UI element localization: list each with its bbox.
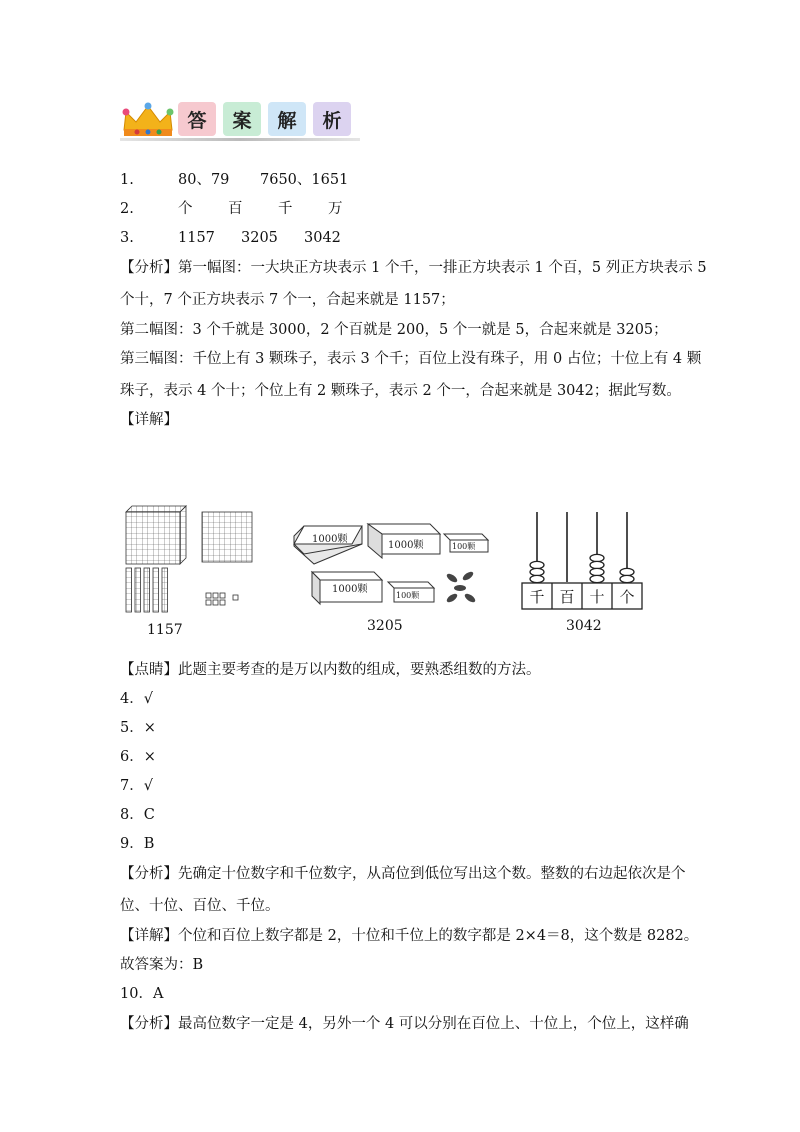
bill-3: 100颗 (452, 542, 476, 551)
answer-analysis-banner (120, 100, 360, 144)
caption-3: 3042 (566, 618, 602, 634)
answer-2: 2. 个 百 千 万 (120, 201, 343, 217)
bead-packets (290, 518, 500, 610)
bill-1: 1000颗 (312, 534, 348, 545)
answer-5: 5．× (120, 720, 156, 736)
badge-1: 答 (178, 102, 216, 136)
answer-3: 3. 1157 3205 3042 (120, 230, 341, 246)
crown-icon (120, 100, 176, 140)
answer-6: 6．× (120, 749, 156, 765)
abacus (520, 508, 646, 614)
loose-beads-icon (445, 570, 476, 604)
analysis-3-line-5: 珠子，表示 4 个十；个位上有 2 颗珠子，表示 2 个一，合起来就是 3042；据此写数。 (120, 383, 681, 399)
analysis-10-line-1: 【分析】最高位数字一定是 4，另外一个 4 可以分别在百位上、十位上，个位上，这样确 (120, 1016, 689, 1032)
abacus-label-thousands: 千 (529, 588, 545, 606)
answer-4: 4．√ (120, 691, 153, 707)
final-answer-9: 故答案为：B (120, 957, 204, 973)
analysis-3-line-3: 第二幅图：3 个千就是 3000，2 个百就是 200，5 个一就是 5，合起来就是 3205； (120, 322, 668, 338)
answer-7: 7．√ (120, 778, 153, 794)
detail-9: 【详解】个位和百位上数字都是 2，十位和千位上的数字都是 2×4＝8，这个数是 8282。 (120, 928, 699, 944)
analysis-9-line-2: 位、十位、百位、千位。 (120, 898, 280, 914)
badge-2: 案 (223, 102, 261, 136)
badge-3: 解 (268, 102, 306, 136)
abacus-label-ones: 个 (619, 588, 635, 606)
bill-4: 1000颗 (332, 584, 368, 595)
comment-3: 【点睛】此题主要考查的是万以内数的组成，要熟悉组数的方法。 (120, 662, 541, 678)
bead-packets-figure (290, 518, 500, 614)
base-ten-blocks (120, 500, 260, 615)
answer-8: 8．C (120, 807, 155, 823)
analysis-3-line-1: 【分析】第一幅图：一大块正方块表示 1 个千，一排正方块表示 1 个百，5 列正方块表示 5 (120, 260, 707, 276)
answer-1: 1. 80、79 7650、1651 (120, 172, 349, 188)
banner-underline (120, 138, 360, 141)
caption-2: 3205 (367, 618, 403, 634)
abacus-label-tens: 十 (589, 588, 605, 606)
analysis-9-line-1: 【分析】先确定十位数字和千位数字，从高位到低位写出这个数。整数的右边起依次是个 (120, 866, 686, 882)
bill-2: 1000颗 (388, 540, 424, 551)
detail-label: 【详解】 (120, 412, 178, 428)
abacus-figure (520, 508, 646, 618)
abacus-label-hundreds: 百 (559, 588, 575, 606)
badge-4: 析 (313, 102, 351, 136)
caption-1: 1157 (147, 622, 183, 638)
answer-10: 10．A (120, 986, 164, 1002)
analysis-3-line-2: 个十，7 个正方块表示 7 个一，合起来就是 1157； (120, 292, 455, 308)
base-ten-blocks-figure (120, 500, 260, 619)
answer-9: 9．B (120, 836, 155, 852)
analysis-3-line-4: 第三幅图：千位上有 3 颗珠子，表示 3 个千；百位上没有珠子，用 0 占位；十位上有 4 颗 (120, 351, 702, 367)
bill-5: 100颗 (396, 591, 420, 600)
